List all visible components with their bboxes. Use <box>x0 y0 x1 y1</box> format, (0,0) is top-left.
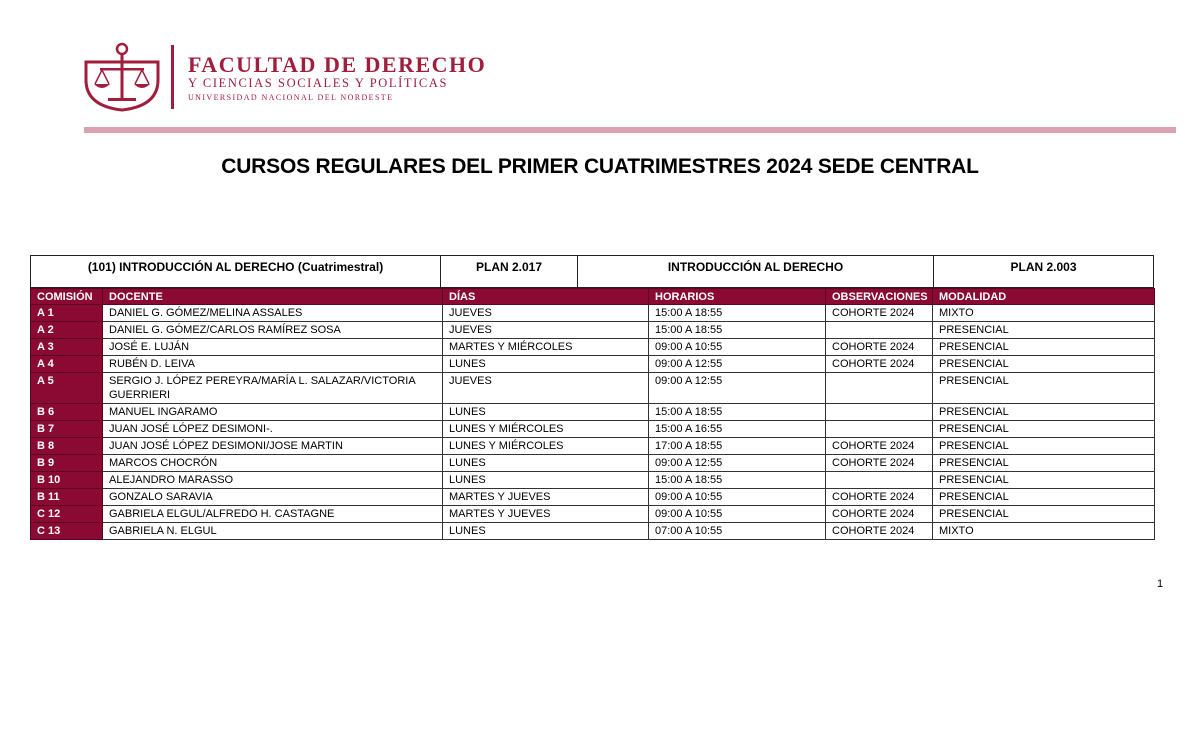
plan-2003: PLAN 2.003 <box>1010 260 1077 274</box>
modalidad-cell: PRESENCIAL <box>933 421 1155 438</box>
modalidad-cell: MIXTO <box>933 305 1155 322</box>
modalidad-cell: PRESENCIAL <box>933 438 1155 455</box>
comision-cell: A 5 <box>31 373 103 404</box>
institution-line-1: FACULTAD DE DERECHO <box>188 52 487 77</box>
modalidad-cell: PRESENCIAL <box>933 373 1155 404</box>
horarios-cell: 15:00 A 18:55 <box>649 322 826 339</box>
dias-cell: LUNES <box>443 523 649 540</box>
observaciones-cell <box>826 373 933 404</box>
table-row <box>31 438 1155 455</box>
horarios-cell: 15:00 A 16:55 <box>649 421 826 438</box>
modalidad-cell: PRESENCIAL <box>933 356 1155 373</box>
institution-line-3: UNIVERSIDAD NACIONAL DEL NORDESTE <box>188 93 394 102</box>
modalidad-cell: PRESENCIAL <box>933 472 1155 489</box>
table-row <box>31 421 1155 438</box>
horarios-cell: 09:00 A 12:55 <box>649 356 826 373</box>
comision-cell: B 10 <box>31 472 103 489</box>
observaciones-cell: COHORTE 2024 <box>826 455 933 472</box>
dias-cell: MARTES Y JUEVES <box>443 506 649 523</box>
observaciones-cell: COHORTE 2024 <box>826 356 933 373</box>
comision-cell: C 13 <box>31 523 103 540</box>
comision-cell: A 4 <box>31 356 103 373</box>
table-row <box>31 506 1155 523</box>
dias-cell: LUNES Y MIÉRCOLES <box>443 438 649 455</box>
modalidad-cell: PRESENCIAL <box>933 339 1155 356</box>
course-header <box>30 255 1154 288</box>
horarios-cell: 09:00 A 10:55 <box>649 489 826 506</box>
docente-cell: JUAN JOSÉ LÓPEZ DESIMONI-. <box>103 421 443 438</box>
table-row <box>31 356 1155 373</box>
column-header: COMISIÓN <box>31 289 103 305</box>
comision-cell: B 6 <box>31 404 103 421</box>
comision-cell: C 12 <box>31 506 103 523</box>
observaciones-cell: COHORTE 2024 <box>826 506 933 523</box>
docente-cell: RUBÉN D. LEIVA <box>103 356 443 373</box>
table-row <box>31 322 1155 339</box>
docente-cell: GABRIELA ELGUL/ALFREDO H. CASTAGNE <box>103 506 443 523</box>
dias-cell: LUNES <box>443 455 649 472</box>
institution-line-2: Y CIENCIAS SOCIALES Y POLÍTICAS <box>188 76 449 90</box>
table-row <box>31 455 1155 472</box>
dias-cell: LUNES <box>443 472 649 489</box>
docente-cell: DANIEL G. GÓMEZ/CARLOS RAMÍREZ SOSA <box>103 322 443 339</box>
horarios-cell: 15:00 A 18:55 <box>649 472 826 489</box>
observaciones-cell <box>826 421 933 438</box>
table-row <box>31 373 1155 404</box>
horarios-cell: 15:00 A 18:55 <box>649 305 826 322</box>
horarios-cell: 09:00 A 12:55 <box>649 455 826 472</box>
docente-cell: MANUEL INGARAMO <box>103 404 443 421</box>
docente-cell: JUAN JOSÉ LÓPEZ DESIMONI/JOSE MARTIN <box>103 438 443 455</box>
comision-cell: A 3 <box>31 339 103 356</box>
horarios-cell: 09:00 A 10:55 <box>649 506 826 523</box>
observaciones-cell <box>826 322 933 339</box>
horarios-cell: 09:00 A 10:55 <box>649 339 826 356</box>
comision-cell: B 8 <box>31 438 103 455</box>
docente-cell: ALEJANDRO MARASSO <box>103 472 443 489</box>
observaciones-cell <box>826 472 933 489</box>
docente-cell: SERGIO J. LÓPEZ PEREYRA/MARÍA L. SALAZAR/VICTORIA GUERRIERI <box>103 373 443 404</box>
column-header: MODALIDAD <box>933 289 1155 305</box>
table-row <box>31 472 1155 489</box>
dias-cell: JUEVES <box>443 373 649 404</box>
document-title: CURSOS REGULARES DEL PRIMER CUATRIMESTRES 2024 SEDE CENTRAL <box>221 155 979 178</box>
horarios-cell: 15:00 A 18:55 <box>649 404 826 421</box>
table-row <box>31 339 1155 356</box>
course-name-2003: INTRODUCCIÓN AL DERECHO <box>578 256 934 287</box>
observaciones-cell: COHORTE 2024 <box>826 438 933 455</box>
comision-cell: B 11 <box>31 489 103 506</box>
observaciones-cell: COHORTE 2024 <box>826 489 933 506</box>
modalidad-cell: PRESENCIAL <box>933 322 1155 339</box>
dias-cell: JUEVES <box>443 305 649 322</box>
modalidad-cell: MIXTO <box>933 523 1155 540</box>
docente-cell: JOSÉ E. LUJÁN <box>103 339 443 356</box>
table-row <box>31 523 1155 540</box>
column-header: HORARIOS <box>649 289 826 305</box>
docente-cell: GABRIELA N. ELGUL <box>103 523 443 540</box>
column-header: DÍAS <box>443 289 649 305</box>
dias-cell: LUNES Y MIÉRCOLES <box>443 421 649 438</box>
dias-cell: JUEVES <box>443 322 649 339</box>
modalidad-cell: PRESENCIAL <box>933 404 1155 421</box>
comision-cell: B 9 <box>31 455 103 472</box>
modalidad-cell: PRESENCIAL <box>933 489 1155 506</box>
course-name: (101) INTRODUCCIÓN AL DERECHO (Cuatrimestral) <box>31 256 441 287</box>
docente-cell: MARCOS CHOCRÓN <box>103 455 443 472</box>
horarios-cell: 17:00 A 18:55 <box>649 438 826 455</box>
dias-cell: MARTES Y MIÉRCOLES <box>443 339 649 356</box>
observaciones-cell: COHORTE 2024 <box>826 523 933 540</box>
schedule-table <box>30 288 1155 540</box>
observaciones-cell: COHORTE 2024 <box>826 305 933 322</box>
header-band <box>84 127 1176 133</box>
plan-2017: PLAN 2.017 <box>441 256 578 287</box>
horarios-cell: 09:00 A 12:55 <box>649 373 826 404</box>
table-body <box>31 305 1155 540</box>
institution-name <box>188 54 486 103</box>
comision-cell: A 1 <box>31 305 103 322</box>
dias-cell: MARTES Y JUEVES <box>443 489 649 506</box>
dias-cell: LUNES <box>443 404 649 421</box>
comision-cell: A 2 <box>31 322 103 339</box>
observaciones-cell <box>826 404 933 421</box>
modalidad-cell: PRESENCIAL <box>933 455 1155 472</box>
modalidad-cell: PRESENCIAL <box>933 506 1155 523</box>
scales-of-justice-seal-icon <box>82 40 162 112</box>
observaciones-cell: COHORTE 2024 <box>826 339 933 356</box>
table-row <box>31 489 1155 506</box>
header-divider <box>171 45 174 109</box>
page-number: 1 <box>1157 578 1164 590</box>
table-header-row <box>31 289 1155 305</box>
docente-cell: GONZALO SARAVIA <box>103 489 443 506</box>
column-header: DOCENTE <box>103 289 443 305</box>
docente-cell: DANIEL G. GÓMEZ/MELINA ASSALES <box>103 305 443 322</box>
table-row <box>31 305 1155 322</box>
dias-cell: LUNES <box>443 356 649 373</box>
table-row <box>31 404 1155 421</box>
horarios-cell: 07:00 A 10:55 <box>649 523 826 540</box>
comision-cell: B 7 <box>31 421 103 438</box>
column-header: OBSERVACIONES <box>826 289 933 305</box>
